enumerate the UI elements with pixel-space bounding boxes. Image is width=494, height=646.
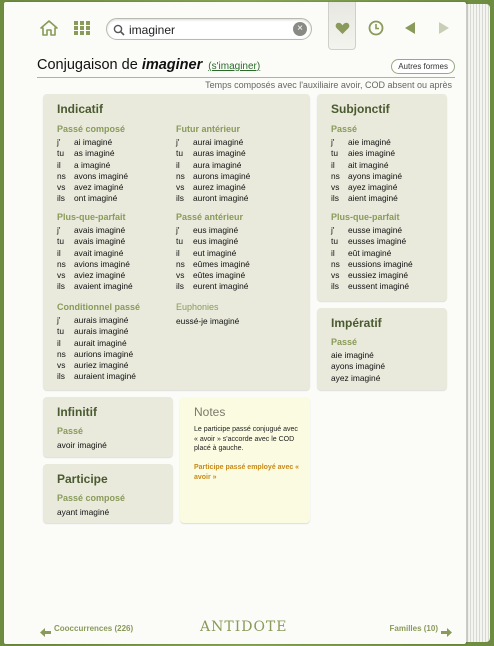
conjugation-row xyxy=(57,148,128,159)
verb-form: aurait imaginé xyxy=(74,337,127,348)
verb-form: eussent imaginé xyxy=(348,281,409,292)
conjugation-row xyxy=(57,371,136,382)
pronoun: tu xyxy=(331,236,338,247)
pronoun: ils xyxy=(57,193,65,204)
verb-form: avez imaginé xyxy=(74,182,124,193)
conjugation-row xyxy=(176,160,250,171)
pronoun: vs xyxy=(57,182,66,193)
pronominal-link[interactable]: (s'imaginer) xyxy=(208,61,261,72)
title-row xyxy=(37,57,455,77)
verb-form: eusse imaginé xyxy=(348,225,403,235)
verb-form: a imaginé xyxy=(74,159,111,170)
verb-title: imaginer xyxy=(141,57,203,73)
conjugation-row xyxy=(57,248,133,259)
verb-form: avaient imaginé xyxy=(74,281,133,292)
pronoun: j' xyxy=(57,137,61,147)
conjugation-row xyxy=(331,137,402,148)
pronoun: ns xyxy=(331,258,340,269)
euphonie-text: eussé-je imaginé xyxy=(176,316,240,326)
verb-form: aurez imaginé xyxy=(193,182,246,193)
conjugation-row xyxy=(331,160,402,171)
pronoun: ils xyxy=(57,281,65,292)
conjugation-row xyxy=(176,171,250,182)
section-label: Futur antérieur xyxy=(176,124,241,134)
conjugation-row xyxy=(57,137,128,148)
conjugation-row xyxy=(331,270,413,281)
verb-form: aurions imaginé xyxy=(74,348,134,359)
pronoun: vs xyxy=(331,182,340,193)
notes-body: Le participe passé conjugué avec « avoir » s'accorde avec le COD placé à gauche. xyxy=(194,426,298,452)
conjugation-row xyxy=(57,281,133,292)
conjugation-row xyxy=(57,193,128,204)
verb-form: avait imaginé xyxy=(74,247,124,258)
cooccurrences-link[interactable]: Cooccurrences (226) xyxy=(54,624,134,633)
search-icon xyxy=(113,23,125,41)
books-icon[interactable] xyxy=(70,16,94,40)
conjugation-row xyxy=(57,270,133,281)
conjugation-row xyxy=(176,182,250,193)
pronoun: ns xyxy=(57,258,66,269)
pronoun: tu xyxy=(57,326,64,337)
conjugation-list xyxy=(176,137,250,205)
verb-form: ont imaginé xyxy=(74,193,118,204)
pronoun: il xyxy=(331,247,335,258)
verb-form: eusses imaginé xyxy=(348,236,407,247)
indicatif-title: Indicatif xyxy=(57,102,104,116)
pronoun: ils xyxy=(176,193,184,204)
conjugation-row xyxy=(176,193,250,204)
conjugation-row xyxy=(331,259,413,270)
notes-link[interactable]: Participe passé employé avec « avoir » xyxy=(194,464,300,481)
verb-form: avais imaginé xyxy=(74,225,126,235)
pronoun: ils xyxy=(176,281,184,292)
clock-icon[interactable] xyxy=(364,16,388,40)
heart-icon xyxy=(335,22,350,40)
pronoun: j' xyxy=(57,225,61,235)
pronoun: vs xyxy=(331,270,340,281)
verb-form: auront imaginé xyxy=(193,193,249,204)
conjugation-row xyxy=(57,349,136,360)
pronoun: ns xyxy=(176,170,185,181)
familles-link[interactable]: Familles (10) xyxy=(389,624,438,633)
verb-form: auriez imaginé xyxy=(74,360,129,371)
verb-form: eurent imaginé xyxy=(193,281,249,292)
back-arrow-icon[interactable] xyxy=(398,16,422,40)
section-label: Passé xyxy=(57,426,84,436)
title-prefix: Conjugaison de xyxy=(37,57,142,73)
conjugation-row xyxy=(57,259,133,270)
verb-form: ait imaginé xyxy=(348,159,389,170)
pronoun: j' xyxy=(57,315,61,325)
subjonctif-title: Subjonctif xyxy=(331,102,390,116)
conjugation-row xyxy=(57,225,133,236)
verb-form: aura imaginé xyxy=(193,159,242,170)
verb-form: eûmes imaginé xyxy=(193,258,250,269)
pronoun: ils xyxy=(57,371,65,382)
dictionary-page xyxy=(4,2,466,644)
conjugation-row xyxy=(331,193,402,204)
page-edges xyxy=(462,4,490,642)
verb-form: auras imaginé xyxy=(193,148,246,159)
search-field[interactable] xyxy=(106,18,312,40)
pronoun: tu xyxy=(176,148,183,159)
list-item: ayez imaginé xyxy=(331,372,381,383)
pronoun: il xyxy=(176,247,180,258)
pronoun: tu xyxy=(57,148,64,159)
antidote-logo: ANTIDOTE xyxy=(200,619,288,635)
imperatif-title: Impératif xyxy=(331,316,382,330)
notes-title: Notes xyxy=(194,405,226,419)
verb-form: eus imaginé xyxy=(193,236,239,247)
conjugation-row xyxy=(57,315,136,326)
section-label: Passé antérieur xyxy=(176,212,244,222)
verb-form: eut imaginé xyxy=(193,247,237,258)
pronoun: tu xyxy=(331,148,338,159)
conjugation-row xyxy=(57,326,136,337)
conjugation-row xyxy=(331,248,413,259)
pronoun: j' xyxy=(331,137,335,147)
verb-form: aviez imaginé xyxy=(74,270,126,281)
section-label: Passé xyxy=(331,337,358,347)
verb-form: aie imaginé xyxy=(348,137,391,147)
footer xyxy=(4,616,466,640)
conjugation-row xyxy=(176,281,250,292)
pronoun: vs xyxy=(176,182,185,193)
conjugation-row xyxy=(57,171,128,182)
verb-form: aurais imaginé xyxy=(74,315,129,325)
verb-form: as imaginé xyxy=(74,148,115,159)
verb-form: eussions imaginé xyxy=(348,258,413,269)
section-label: Plus-que-parfait xyxy=(331,212,400,222)
conjugation-row xyxy=(176,236,250,247)
participe-text: ayant imaginé xyxy=(57,507,110,517)
conjugation-row xyxy=(57,338,136,349)
list-item: aie imaginé xyxy=(331,350,374,360)
pronoun: j' xyxy=(176,137,180,147)
verb-form: aurai imaginé xyxy=(193,137,244,147)
section-label: Passé composé xyxy=(57,124,126,134)
home-icon[interactable] xyxy=(37,16,61,40)
pronoun: il xyxy=(331,159,335,170)
conjugation-row xyxy=(57,160,128,171)
conjugation-row xyxy=(176,259,250,270)
notes-panel xyxy=(180,397,310,523)
conjugation-row xyxy=(176,225,250,236)
verb-form: avais imaginé xyxy=(74,236,126,247)
conjugation-row xyxy=(57,360,136,371)
infinitif-panel xyxy=(43,397,173,457)
verb-form: aient imaginé xyxy=(348,193,398,204)
verb-form: ayons imaginé xyxy=(348,170,403,181)
indicatif-panel xyxy=(43,94,310,390)
conjugation-list xyxy=(331,137,402,205)
conjugation-row xyxy=(331,236,413,247)
imperatif-panel xyxy=(317,308,447,390)
conjugation-row xyxy=(176,148,250,159)
verb-form: aies imaginé xyxy=(348,148,396,159)
conjugation-list xyxy=(57,315,136,383)
conjugation-row xyxy=(331,225,413,236)
verb-form: aurons imaginé xyxy=(193,170,251,181)
pronoun: il xyxy=(57,159,61,170)
pronoun: j' xyxy=(331,225,335,235)
section-label: Conditionnel passé xyxy=(57,302,141,312)
infinitif-text: avoir imaginé xyxy=(57,440,107,450)
verb-form: eûtes imaginé xyxy=(193,270,246,281)
pronoun: vs xyxy=(176,270,185,281)
verb-form: avons imaginé xyxy=(74,170,129,181)
conjugation-row xyxy=(331,281,413,292)
conjugation-row xyxy=(57,182,128,193)
verb-form: eus imaginé xyxy=(193,225,239,235)
autres-formes-button[interactable]: Autres formes xyxy=(391,59,455,74)
pronoun: il xyxy=(176,159,180,170)
left-arrow-icon[interactable] xyxy=(40,624,51,642)
conjugation-list xyxy=(57,225,133,293)
conjugation-list xyxy=(57,137,128,205)
pronoun: ns xyxy=(57,170,66,181)
forward-arrow-icon[interactable] xyxy=(432,16,456,40)
section-label: Passé xyxy=(331,124,358,134)
imperatif-list xyxy=(331,350,385,384)
pronoun: il xyxy=(57,337,61,348)
conjugation-row xyxy=(331,171,402,182)
verb-form: avions imaginé xyxy=(74,258,130,269)
section-label: Euphonies xyxy=(176,302,219,312)
pronoun: tu xyxy=(57,236,64,247)
verb-form: eût imaginé xyxy=(348,247,392,258)
favorites-tab[interactable] xyxy=(328,2,356,50)
toolbar xyxy=(4,2,466,54)
divider xyxy=(37,77,455,78)
pronoun: ns xyxy=(331,170,340,181)
pronoun: ns xyxy=(57,348,66,359)
verb-form: ayez imaginé xyxy=(348,182,398,193)
conjugation-list xyxy=(331,225,413,293)
pronoun: ils xyxy=(331,193,339,204)
clear-search-icon[interactable]: × xyxy=(293,22,307,36)
verb-form: ai imaginé xyxy=(74,137,113,147)
search-input[interactable] xyxy=(129,21,289,38)
conjugation-list xyxy=(176,225,250,293)
pronoun: ns xyxy=(176,258,185,269)
conjugation-row xyxy=(331,148,402,159)
pronoun: j' xyxy=(176,225,180,235)
conjugation-row xyxy=(57,236,133,247)
conjugation-row xyxy=(176,248,250,259)
section-label: Passé composé xyxy=(57,493,126,503)
list-item: ayons imaginé xyxy=(331,361,386,372)
right-arrow-icon[interactable] xyxy=(441,624,452,642)
participe-title: Participe xyxy=(57,472,108,486)
pronoun: tu xyxy=(176,236,183,247)
subjonctif-panel xyxy=(317,94,447,301)
conjugation-row xyxy=(176,137,250,148)
pronoun: il xyxy=(57,247,61,258)
section-label: Plus-que-parfait xyxy=(57,212,126,222)
page-title xyxy=(37,57,260,73)
infinitif-title: Infinitif xyxy=(57,405,97,419)
participe-panel xyxy=(43,464,173,523)
pronoun: ils xyxy=(331,281,339,292)
verb-form: auraient imaginé xyxy=(74,371,136,382)
subtitle: Temps composés avec l'auxiliaire avoir, COD absent ou après xyxy=(205,80,452,90)
pronoun: vs xyxy=(57,360,66,371)
conjugation-row xyxy=(331,182,402,193)
pronoun: vs xyxy=(57,270,66,281)
verb-form: eussiez imaginé xyxy=(348,270,409,281)
verb-form: aurais imaginé xyxy=(74,326,129,337)
conjugation-row xyxy=(176,270,250,281)
